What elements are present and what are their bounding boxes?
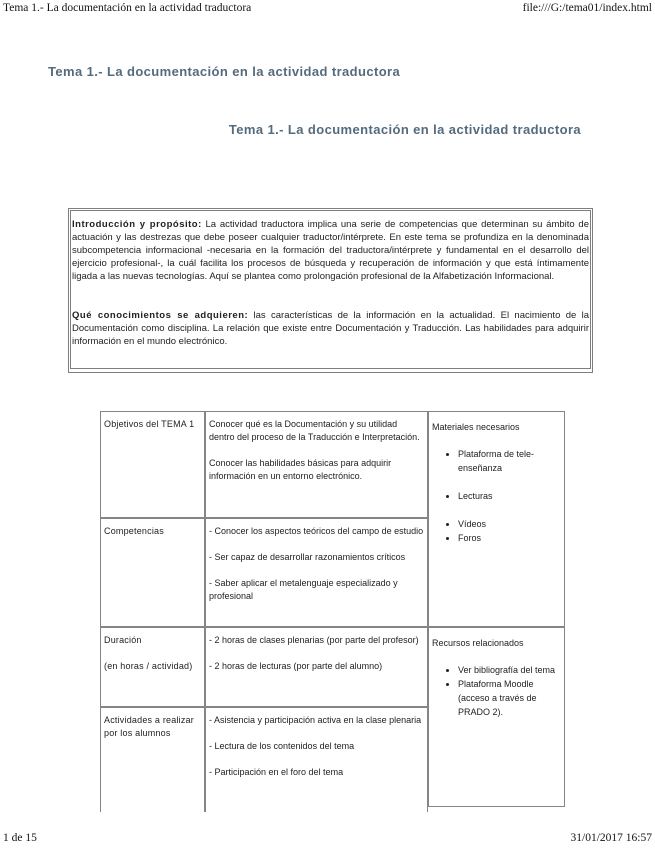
recursos-title: Recursos relacionados <box>432 638 524 648</box>
knowledge-paragraph-text: las características de la información en la actualidad. El nacimiento de la Documentación como disciplina. La relación que existe entre Documentación y Traducción. Las habilidades para adquirir información en el mundo electrónico. <box>72 310 589 347</box>
actividades-item: - Participación en el foro del tema <box>209 767 344 777</box>
cell-objetivos-content <box>205 411 428 518</box>
cell-duracion-content <box>205 627 428 707</box>
materiales-item: • Plataforma de tele-enseñanza <box>458 447 561 475</box>
row-label-duracion <box>100 627 205 707</box>
competencias-item: - Saber aplicar el metalenguaje especializado y profesional <box>209 578 398 601</box>
cell-competencias-content <box>205 518 428 627</box>
print-header-title: Tema 1.- La documentación en la actividad traductora <box>3 2 252 14</box>
print-header <box>3 2 652 14</box>
print-footer-page-number: 1 de 15 <box>3 832 37 844</box>
knowledge-paragraph <box>72 309 589 348</box>
actividades-item: - Lectura de los contenidos del tema <box>209 741 355 751</box>
actividades-item: - Asistencia y participación activa en la clase plenaria <box>209 715 422 725</box>
cell-materiales <box>428 411 565 627</box>
recursos-item: • Ver bibliografía del tema <box>458 663 561 677</box>
print-footer <box>3 832 652 844</box>
knowledge-paragraph-lead: Qué conocimientos se adquieren: <box>72 310 249 321</box>
materiales-list <box>432 447 561 545</box>
intro-box-inner <box>70 210 591 369</box>
cell-recursos <box>428 627 565 807</box>
objetivos-item: Conocer qué es la Documentación y su utilidad dentro del proceso de la Traducción e Interpretación. <box>209 419 420 442</box>
recursos-list <box>432 663 561 719</box>
row-label-competencias <box>100 518 205 627</box>
row-label-objetivos <box>100 411 205 518</box>
duracion-item: - 2 horas de clases plenarias (por parte del profesor) <box>209 635 419 645</box>
intro-paragraph-lead: Introducción y propósito: <box>72 219 202 230</box>
recursos-item: • Plataforma Moodle (acceso a través de PRADO 2). <box>458 677 561 719</box>
page-title: Tema 1.- La documentación en la actividad traductora <box>48 64 401 79</box>
cell-actividades-content <box>205 707 428 812</box>
print-header-url: file:///G:/tema01/index.html <box>522 2 652 14</box>
row-label-text: Objetivos del TEMA 1 <box>104 419 195 429</box>
row-label-text: Duración <box>104 635 142 645</box>
materiales-title: Materiales necesarios <box>432 422 520 432</box>
row-label-text: Competencias <box>104 526 164 536</box>
print-footer-timestamp: 31/01/2017 16:57 <box>570 832 652 844</box>
intro-paragraph-text: La actividad traductora implica una serie de competencias que determinan su ámbito de actuación y las destrezas que debe poseer cualquier traductor/intérprete. En este tema se profundiza en la denominada subcompetencia informacional -necesaria en la formación del traductora/intérprete y fundamental en el desarrollo del ejercicio profesional-, la cuál facilita los procesos de búsqueda y recuperación de información y que está íntimamente ligada a las nuevas tecnologías. Aquí se plantea como prolongación profesional de la Alfabetización Informacional. <box>72 219 589 282</box>
course-info-table <box>100 411 565 812</box>
materiales-item: • Vídeos <box>458 517 561 531</box>
intro-paragraph <box>72 218 589 283</box>
document-title: Tema 1.- La documentación en la actividad traductora <box>228 122 582 137</box>
competencias-item: - Ser capaz de desarrollar razonamientos críticos <box>209 552 406 562</box>
intro-box <box>68 208 593 373</box>
row-label-subtext: (en horas / actividad) <box>104 661 193 671</box>
materiales-item: • Lecturas <box>458 489 561 503</box>
materiales-item: • Foros <box>458 531 561 545</box>
duracion-item: - 2 horas de lecturas (por parte del alumno) <box>209 661 383 671</box>
objetivos-item: Conocer las habilidades básicas para adquirir información en un entorno electrónico. <box>209 458 392 481</box>
row-label-text: Actividades a realizar por los alumnos <box>104 715 194 738</box>
row-label-actividades <box>100 707 205 812</box>
competencias-item: - Conocer los aspectos teóricos del campo de estudio <box>209 526 424 536</box>
